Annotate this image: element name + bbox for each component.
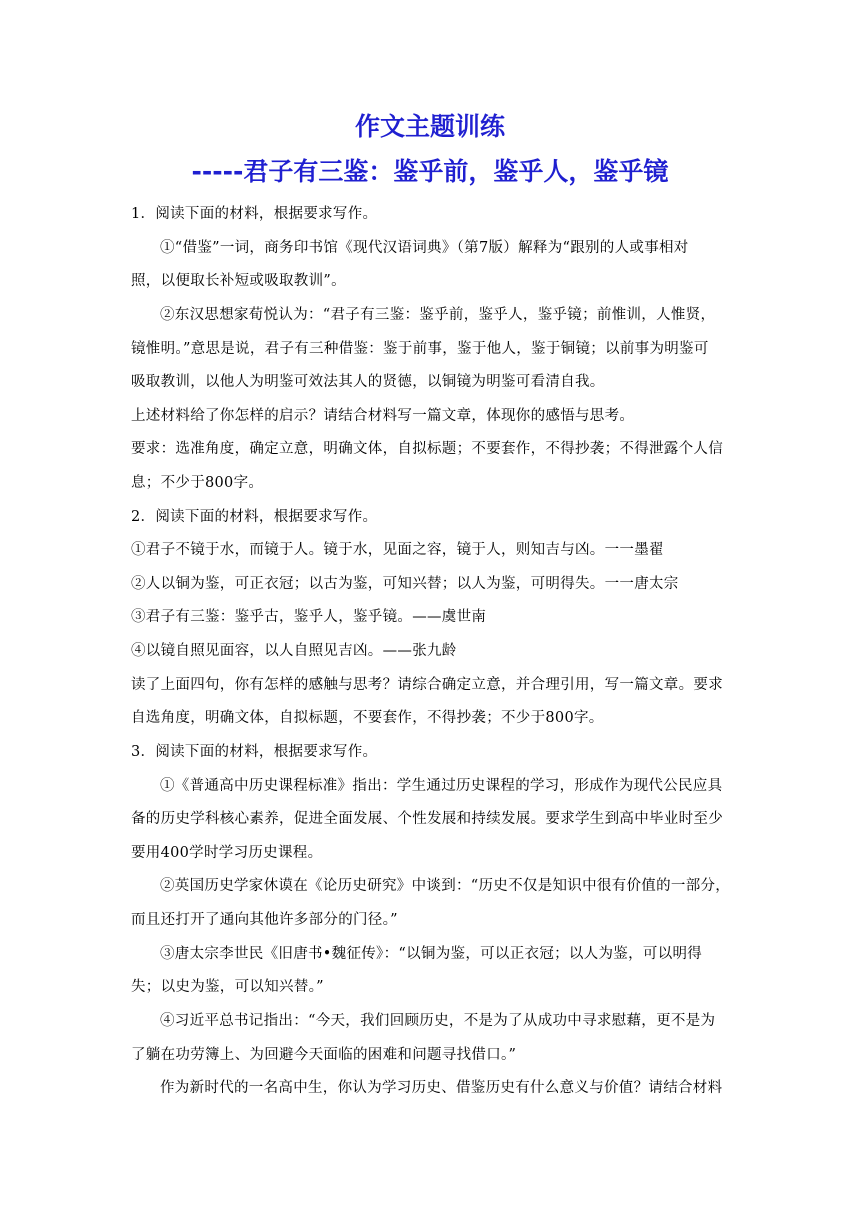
text-line: 息；不少于800字。 xyxy=(131,475,264,491)
text-line: 1．阅读下面的材料，根据要求写作。 xyxy=(131,206,378,222)
text-line: 镜惟明。”意思是说，君子有三种借鉴：鉴于前事，鉴于他人，鉴于铜镜；以前事为明鉴可 xyxy=(131,341,709,357)
text-line: ②东汉思想家荀悦认为：“君子有三鉴：鉴乎前，鉴乎人，鉴乎镜；前惟训，人惟贤， xyxy=(160,307,716,323)
text-line: 吸取教训，以他人为明鉴可效法其人的贤德，以铜镜为明鉴可看清自我。 xyxy=(131,374,605,390)
text-line: ③唐太宗李世民《旧唐书•魏征传》：“以铜为鉴，可以正衣冠；以人为鉴，可以明得 xyxy=(160,946,703,962)
page-subtitle: -----君子有三鉴：鉴乎前，鉴乎人，鉴乎镜 xyxy=(191,157,669,186)
text-line: ②英国历史学家休谟在《论历史研究》中谈到：“历史不仅是知识中很有价值的一部分， xyxy=(160,878,731,894)
text-line: ④以镜自照见面容，以人自照见吉凶。——张九龄 xyxy=(131,643,457,659)
text-line: 3．阅读下面的材料，根据要求写作。 xyxy=(131,744,378,760)
text-line: 备的历史学科核心素养，促进全面发展、个性发展和持续发展。要求学生到高中毕业时至少 xyxy=(131,811,723,827)
text-line: 而且还打开了通向其他许多部分的门径。” xyxy=(131,912,398,928)
text-line: 要用400学时学习历史课程。 xyxy=(131,845,323,861)
text-line: 作为新时代的一名高中生，你认为学习历史、借鉴历史有什么意义与价值？请结合材料 xyxy=(160,1080,723,1096)
text-line: ①“借鉴”一词，商务印书馆《现代汉语词典》（第7版）解释为“跟别的人或事相对 xyxy=(160,240,689,256)
text-line: 上述材料给了你怎样的启示？请结合材料写一篇文章，体现你的感悟与思考。 xyxy=(131,408,635,424)
text-line: ②人以铜为鉴，可正衣冠；以古为鉴，可知兴替；以人为鉴，可明得失。一一唐太宗 xyxy=(131,576,679,592)
page-title: 作文主题训练 xyxy=(354,112,505,141)
text-line: 2．阅读下面的材料，根据要求写作。 xyxy=(131,509,378,525)
text-line: 自选角度，明确文体，自拟标题，不要套作，不得抄袭；不少于800字。 xyxy=(131,710,604,726)
text-line: 要求：选准角度，确定立意，明确文体，自拟标题；不要套作，不得抄袭；不得泄露个人信 xyxy=(131,441,723,457)
text-line: ④习近平总书记指出：“今天，我们回顾历史，不是为了从成功中寻求慰藉，更不是为 xyxy=(160,1013,716,1029)
text-line: 失；以史为鉴，可以知兴替。” xyxy=(131,979,324,995)
text-line: ①《普通高中历史课程标准》指出：学生通过历史课程的学习，形成作为现代公民应具 xyxy=(160,778,723,794)
text-line: 照，以便取长补短或吸取教训”。 xyxy=(131,273,346,289)
text-line: 了躺在功劳簿上、为回避今天面临的困难和问题寻找借口。” xyxy=(131,1047,517,1063)
text-line: 读了上面四句，你有怎样的感触与思考？请综合确定立意，并合理引用，写一篇文章。要求 xyxy=(131,677,723,693)
text-line: ③君子有三鉴：鉴乎古，鉴乎人，鉴乎镜。——虞世南 xyxy=(131,609,487,625)
text-line: ①君子不镜于水，而镜于人。镜于水，见面之容，镜于人，则知吉与凶。一一墨翟 xyxy=(131,542,664,558)
